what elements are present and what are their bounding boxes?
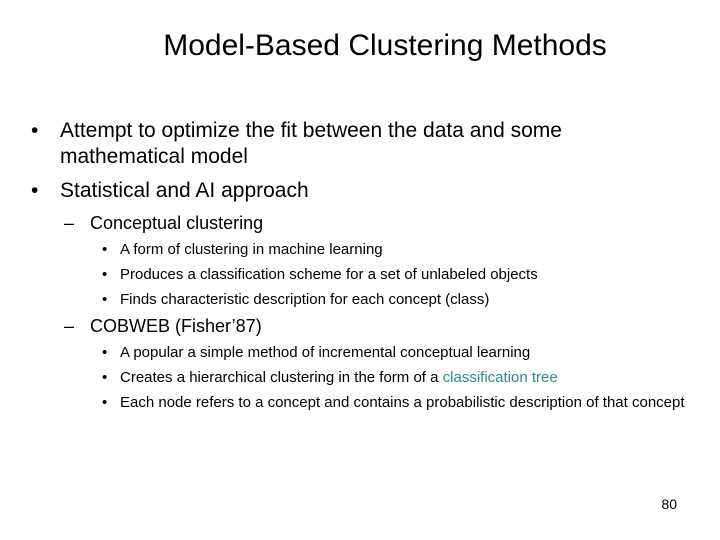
bullet-dot: • bbox=[102, 241, 108, 258]
bullet-dot: • bbox=[102, 369, 108, 386]
bullet-text: Attempt to optimize the fit between the data and some mathematical model bbox=[60, 119, 562, 168]
slide-title: Model-Based Clustering Methods bbox=[163, 29, 607, 62]
bullet-dot: • bbox=[102, 394, 108, 411]
bullet-dot: • bbox=[102, 291, 108, 308]
bullet-text: Statistical and AI approach bbox=[60, 179, 309, 202]
bullet-dot: • bbox=[31, 179, 39, 202]
bullet-dot: • bbox=[31, 119, 39, 142]
dash-bullet: – bbox=[64, 316, 75, 336]
sub-sub-bullet bbox=[0, 240, 720, 259]
sub-bullet-conceptual-clustering bbox=[0, 212, 720, 234]
slide-body bbox=[0, 118, 720, 418]
sub-bullet-text: COBWEB (Fisher’87) bbox=[90, 316, 262, 336]
sub-sub-bullet bbox=[0, 290, 720, 309]
sub-sub-bullet-text: Produces a classification scheme for a set of unlabeled objects bbox=[120, 266, 538, 283]
sub-bullet-cobweb bbox=[0, 315, 720, 337]
sub-sub-bullet bbox=[0, 368, 720, 387]
sub-sub-bullet-text: Each node refers to a concept and contains a probabilistic description of that concept bbox=[120, 394, 685, 411]
page-number: 80 bbox=[661, 496, 677, 512]
bullet-dot: • bbox=[102, 344, 108, 361]
sub-sub-bullet-text: Finds characteristic description for each concept (class) bbox=[120, 291, 490, 308]
sub-bullet-text: Conceptual clustering bbox=[90, 213, 264, 233]
sub-sub-bullet-text: Creates a hierarchical clustering in the form of a bbox=[120, 369, 439, 386]
bullet-item bbox=[0, 118, 720, 170]
sub-sub-bullet bbox=[0, 343, 720, 362]
dash-bullet: – bbox=[64, 213, 75, 233]
sub-sub-bullet-text: A popular a simple method of incremental conceptual learning bbox=[120, 344, 531, 361]
sub-sub-bullet bbox=[0, 393, 720, 412]
sub-sub-bullet bbox=[0, 265, 720, 284]
bullet-dot: • bbox=[102, 266, 108, 283]
sub-sub-bullet-text: A form of clustering in machine learning bbox=[120, 241, 383, 258]
bullet-item bbox=[0, 178, 720, 204]
classification-tree-highlight: classification tree bbox=[442, 369, 558, 386]
